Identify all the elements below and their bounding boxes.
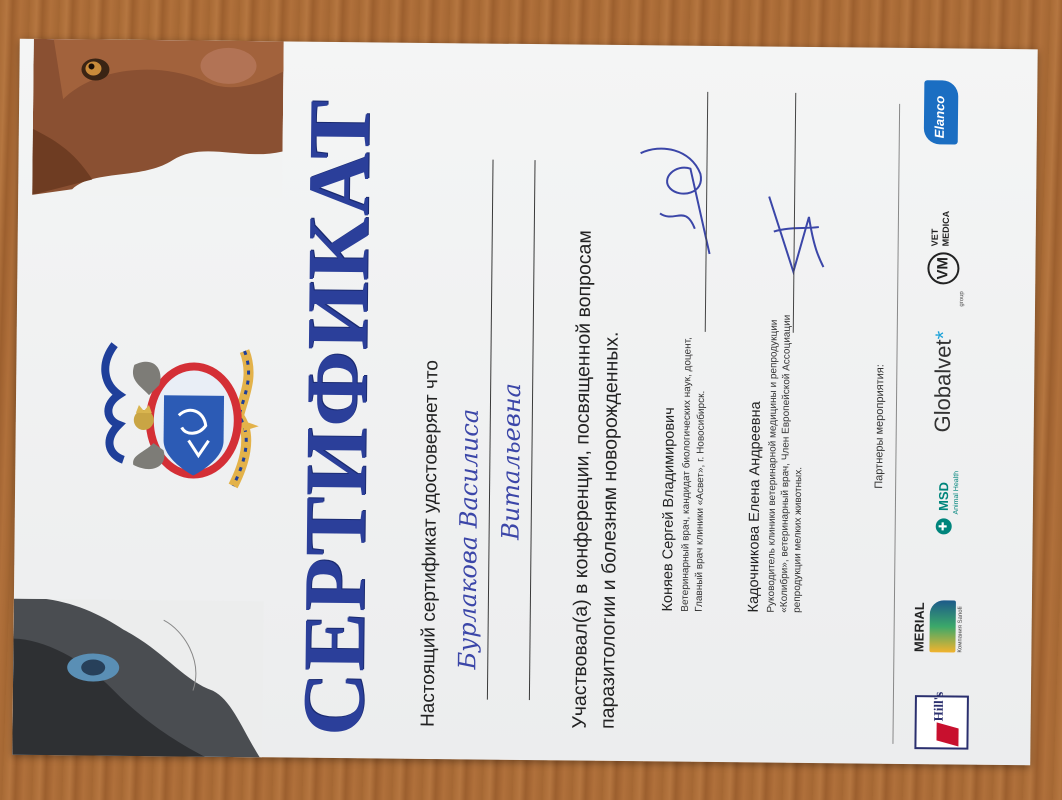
intro-line: Настоящий сертификат удостоверяет что (417, 359, 443, 728)
certificate-content (12, 39, 1037, 766)
vetmedica-logo-text (930, 211, 952, 247)
certificate-paper (12, 39, 1037, 766)
elanco-logo (924, 80, 959, 144)
signatory-1-desc-1: Ветеринарный врач, кандидат биологических наук, доцент, (679, 337, 694, 612)
body-text-line-2: паразитологии и болезням новорожденных. (596, 331, 623, 729)
vetmedica-mark-icon: VM (927, 252, 959, 284)
recipient-name-line-2: Витальевна (496, 382, 527, 541)
merial-logo-subtext: Компания Sanofi (957, 606, 964, 653)
msd-mark-icon: ✚ (935, 518, 951, 534)
signatory-2-desc-1: Руководитель клиники ветеринарной медицины и репродукции (765, 319, 780, 613)
recipient-name-line-1: Бурлакова Василиса (453, 408, 484, 670)
globalvet-logo-text: Globalvet (929, 339, 956, 433)
globalvet-star-icon: * (930, 330, 956, 340)
partners-divider (892, 104, 900, 744)
merial-logo (911, 594, 972, 655)
signatory-2-desc-2: «Колибри», ветеринарный врач, Член Европейской Ассоциации (778, 314, 793, 613)
msd-logo (935, 471, 961, 535)
certificate-title: СЕРТИФИКАТ (285, 98, 390, 737)
vetmedica-logo (925, 204, 966, 284)
partners-label: Партнеры мероприятия: (873, 364, 887, 489)
signatory-1-desc-2: Главный врач клиники «Асвет», г. Новосибирск. (693, 390, 708, 612)
globalvet-logo (929, 291, 966, 433)
msd-logo-text: MSD (936, 481, 952, 512)
msd-logo-subtext: Animal Health (952, 470, 961, 515)
recipient-underline-1 (487, 160, 494, 700)
merial-logo-text: MERIAL (911, 602, 927, 653)
signatory-2-name: Кадочникова Елена Андреевна (745, 401, 765, 613)
elanco-logo-text: Elanco (931, 95, 948, 139)
vetmedica-line-2: MEDICA (940, 210, 952, 247)
merial-mark (929, 600, 956, 652)
hills-mark (936, 722, 958, 746)
vetmedica-line-1: VET (929, 228, 940, 247)
signature-line-1 (705, 92, 709, 332)
signature-line-2 (793, 93, 797, 333)
recipient-underline-2 (529, 160, 536, 700)
signatory-2-desc-3: репродукции мелких животных. (791, 466, 805, 613)
hills-logo-text: Hill's (930, 691, 946, 722)
signatory-1-name: Коняев Сергей Владимирович (659, 407, 678, 612)
hills-logo (914, 691, 969, 750)
body-text-line-1: Участвовал(а) в конференции, посвященной вопросам (568, 230, 596, 729)
globalvet-logo-subtext: group (959, 291, 966, 307)
